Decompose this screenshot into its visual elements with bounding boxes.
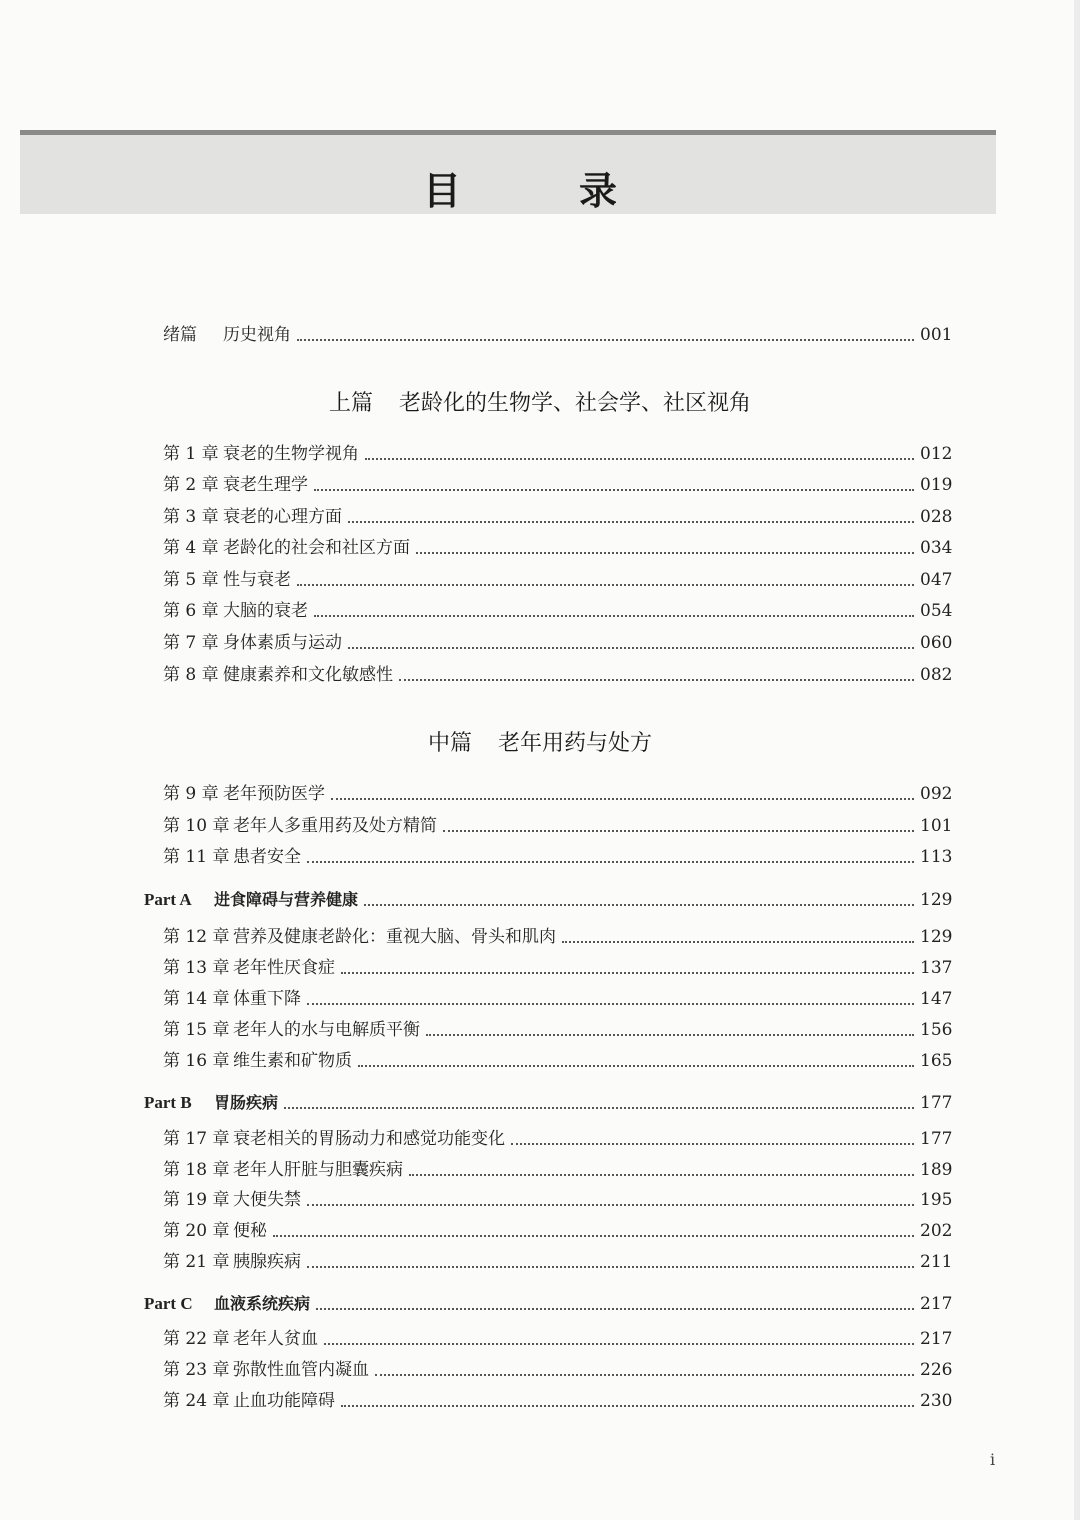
entry-number: 第 1 章 [163, 444, 219, 464]
toc-entry[interactable] [163, 809, 953, 837]
entry-number: 第 7 章 [163, 633, 219, 653]
entry-number: 第 18 章 [163, 1160, 230, 1180]
dot-leader [307, 1203, 914, 1206]
entry-number: 第 21 章 [163, 1252, 230, 1272]
dot-leader [416, 551, 914, 554]
toc-entry[interactable] [163, 1013, 953, 1041]
entry-title: 衰老相关的胃肠动力和感觉功能变化 [233, 1129, 505, 1149]
dot-leader [314, 614, 914, 617]
dot-leader [443, 829, 914, 832]
entry-page: 054 [920, 601, 953, 621]
dot-leader [399, 678, 914, 681]
entry-page: 137 [920, 958, 953, 978]
entry-title: 体重下降 [233, 989, 301, 1009]
toc-entry-intro[interactable] [163, 318, 953, 346]
entry-page: 001 [920, 325, 953, 345]
dot-leader [341, 1404, 914, 1407]
toc-entry[interactable] [163, 500, 953, 528]
section-prefix: 上篇 [328, 391, 373, 416]
entry-number: 第 17 章 [163, 1129, 230, 1149]
entry-number: 第 11 章 [163, 847, 230, 867]
entry-page: 101 [920, 816, 953, 836]
entry-page: 060 [920, 633, 953, 653]
entry-title: 老年预防医学 [223, 784, 325, 804]
dot-leader [348, 520, 914, 523]
toc-entry[interactable] [163, 531, 953, 559]
entry-number: 第 20 章 [163, 1221, 230, 1241]
dot-leader [348, 646, 914, 649]
entry-title: 大便失禁 [233, 1190, 301, 1210]
entry-number: 第 2 章 [163, 475, 219, 495]
entry-title: 维生素和矿物质 [233, 1051, 352, 1071]
toc-entry[interactable] [163, 563, 953, 591]
toc-entry[interactable] [163, 1384, 953, 1412]
entry-title: 患者安全 [233, 847, 301, 867]
entry-page: 177 [920, 1129, 953, 1149]
entry-title: 衰老的心理方面 [223, 507, 342, 527]
dot-leader [324, 1342, 914, 1345]
entry-title: 营养及健康老龄化：重视大脑、骨头和肌肉 [233, 927, 556, 947]
entry-title: 老龄化的社会和社区方面 [223, 538, 410, 558]
dot-leader [331, 797, 914, 800]
toc-entry[interactable] [163, 658, 953, 686]
toc-entry[interactable] [163, 437, 953, 465]
toc-part-c[interactable] [144, 1287, 953, 1315]
entry-number: 第 10 章 [163, 816, 230, 836]
entry-page: 217 [920, 1329, 953, 1349]
page-title: 目 录 [422, 169, 657, 213]
entry-title: 身体素质与运动 [223, 633, 342, 653]
entry-title: 老年人贫血 [233, 1329, 318, 1349]
section-title: 老年用药与处方 [498, 731, 653, 756]
entry-page: 202 [920, 1221, 953, 1241]
entry-page: 047 [920, 570, 953, 590]
entry-page: 113 [920, 847, 953, 867]
entry-title: 弥散性血管内凝血 [233, 1360, 369, 1380]
entry-page: 092 [920, 784, 953, 804]
part-number: Part B [144, 1093, 192, 1112]
entry-number: 第 4 章 [163, 538, 219, 558]
dot-leader [284, 1106, 914, 1109]
entry-number: 第 9 章 [163, 784, 219, 804]
entry-number: 第 13 章 [163, 958, 230, 978]
entry-page: 165 [920, 1051, 953, 1071]
entry-number: 第 8 章 [163, 665, 219, 685]
dot-leader [426, 1033, 914, 1036]
dot-leader [314, 488, 914, 491]
dot-leader [316, 1307, 914, 1310]
toc-entry[interactable] [163, 777, 953, 805]
dot-leader [365, 457, 914, 460]
entry-title: 老年人的水与电解质平衡 [233, 1020, 420, 1040]
dot-leader [358, 1064, 914, 1067]
entry-number: 第 3 章 [163, 507, 219, 527]
entry-title: 健康素养和文化敏感性 [223, 665, 393, 685]
part-page: 129 [920, 890, 953, 910]
toc-entry[interactable] [163, 1353, 953, 1381]
entry-number: 第 5 章 [163, 570, 219, 590]
entry-page: 226 [920, 1360, 953, 1380]
dot-leader [297, 338, 914, 341]
part-title: 血液系统疾病 [214, 1294, 311, 1313]
toc-entry[interactable] [163, 982, 953, 1010]
entry-page: 129 [920, 927, 953, 947]
entry-number: 第 24 章 [163, 1391, 230, 1411]
entry-title: 老年性厌食症 [233, 958, 335, 978]
entry-title: 老年人多重用药及处方精简 [233, 816, 437, 836]
part-page: 217 [920, 1294, 953, 1314]
toc-entry[interactable] [163, 626, 953, 654]
entry-page: 230 [920, 1391, 953, 1411]
entry-page: 028 [920, 507, 953, 527]
toc-entry[interactable] [163, 468, 953, 496]
dot-leader [341, 971, 914, 974]
entry-page: 012 [920, 444, 953, 464]
page-number: i [990, 1450, 996, 1469]
toc-entry[interactable] [163, 594, 953, 622]
toc-entry[interactable] [163, 1044, 953, 1072]
part-number: Part A [144, 890, 192, 909]
entry-page: 189 [920, 1160, 953, 1180]
toc-entry[interactable] [163, 920, 953, 948]
toc-entry[interactable] [163, 840, 953, 868]
entry-page: 019 [920, 475, 953, 495]
entry-number: 第 16 章 [163, 1051, 230, 1071]
dot-leader [364, 903, 914, 906]
entry-title: 性与衰老 [223, 570, 291, 590]
section-heading-part1 [0, 386, 1080, 417]
dot-leader [297, 583, 914, 586]
entry-number: 第 14 章 [163, 989, 230, 1009]
toc-entry[interactable] [163, 1214, 953, 1242]
entry-page: 211 [920, 1252, 953, 1272]
scan-edge [1074, 0, 1080, 1520]
part-title: 进食障碍与营养健康 [214, 890, 359, 909]
dot-leader [409, 1173, 914, 1176]
toc-part-a[interactable] [144, 883, 953, 911]
dot-leader [511, 1142, 914, 1145]
entry-number: 第 22 章 [163, 1329, 230, 1349]
entry-page: 195 [920, 1190, 953, 1210]
entry-number: 第 6 章 [163, 601, 219, 621]
entry-title: 止血功能障碍 [233, 1391, 335, 1411]
toc-entry[interactable] [163, 1245, 953, 1273]
toc-entry[interactable] [163, 1153, 953, 1181]
toc-entry[interactable] [163, 1122, 953, 1150]
dot-leader [307, 860, 914, 863]
entry-title: 衰老的生物学视角 [223, 444, 359, 464]
dot-leader [375, 1373, 914, 1376]
toc-entry[interactable] [163, 951, 953, 979]
toc-entry[interactable] [163, 1183, 953, 1211]
section-prefix: 中篇 [427, 731, 472, 756]
part-page: 177 [920, 1093, 953, 1113]
entry-page: 156 [920, 1020, 953, 1040]
entry-page: 034 [920, 538, 953, 558]
entry-title: 老年人肝脏与胆囊疾病 [233, 1160, 403, 1180]
part-number: Part C [144, 1294, 193, 1313]
toc-entry[interactable] [163, 1322, 953, 1350]
entry-title: 衰老生理学 [223, 475, 308, 495]
section-title: 老龄化的生物学、社会学、社区视角 [399, 391, 752, 416]
entry-page: 082 [920, 665, 953, 685]
entry-title: 胰腺疾病 [233, 1252, 301, 1272]
entry-title: 便秘 [233, 1221, 267, 1241]
entry-title: 历史视角 [223, 325, 291, 345]
entry-page: 147 [920, 989, 953, 1009]
entry-title: 大脑的衰老 [223, 601, 308, 621]
dot-leader [273, 1234, 914, 1237]
dot-leader [562, 940, 914, 943]
dot-leader [307, 1002, 914, 1005]
entry-number: 第 15 章 [163, 1020, 230, 1040]
entry-number: 第 23 章 [163, 1360, 230, 1380]
part-title: 胃肠疾病 [214, 1093, 279, 1112]
dot-leader [307, 1265, 914, 1268]
section-heading-part2 [0, 726, 1080, 757]
entry-number: 绪篇 [163, 325, 197, 345]
toc-part-b[interactable] [144, 1086, 953, 1114]
entry-number: 第 12 章 [163, 927, 230, 947]
entry-number: 第 19 章 [163, 1190, 230, 1210]
